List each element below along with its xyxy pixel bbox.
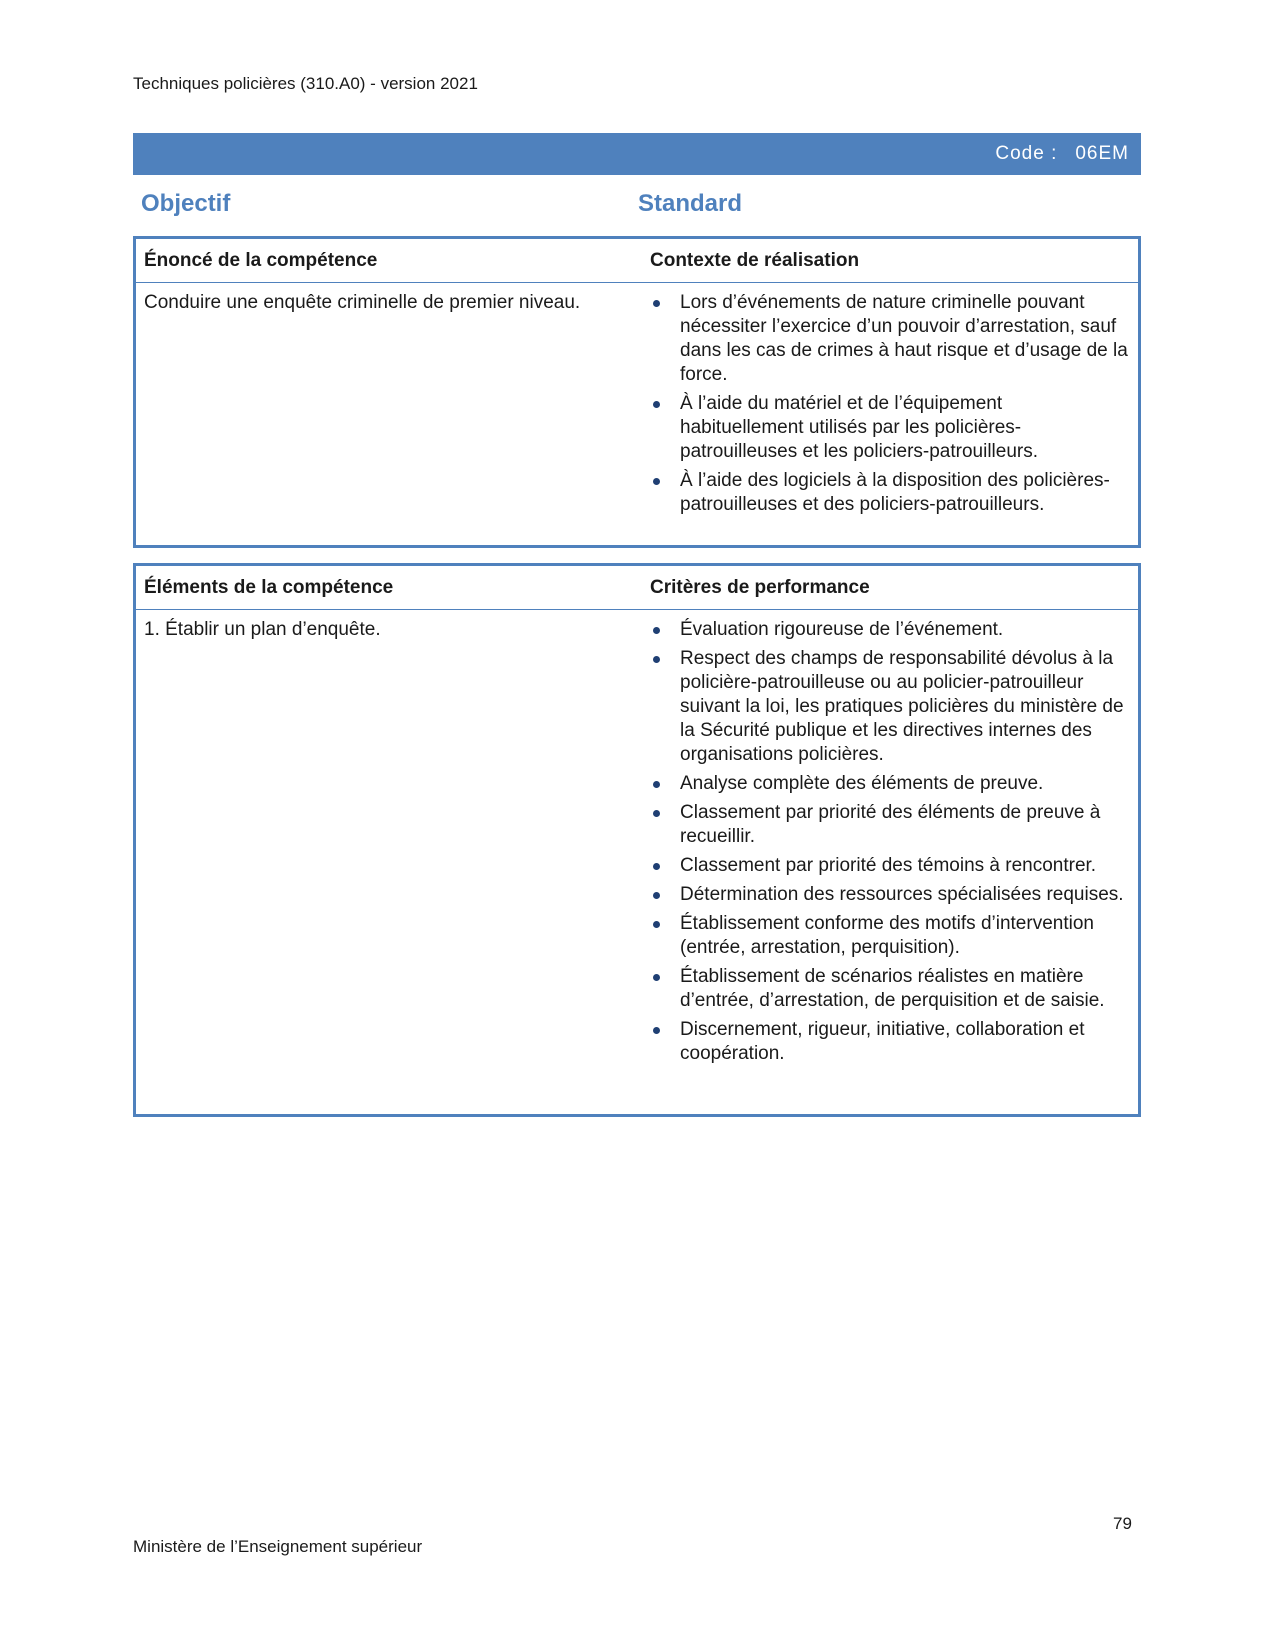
page-number: 79: [1113, 1514, 1132, 1533]
list-item: Analyse complète des éléments de preuve.: [650, 772, 1130, 796]
list-item: Classement par priorité des éléments de preuve à recueillir.: [650, 801, 1130, 849]
criteria-list-cell: [638, 610, 1138, 1071]
context-list-cell: [638, 283, 1138, 522]
enonce-header: Énoncé de la compétence: [144, 249, 378, 271]
standard-heading: Standard: [638, 190, 743, 217]
elements-table-header: [136, 566, 1138, 610]
list-item: Lors d’événements de nature criminelle pouvant nécessiter l’exercice d’un pouvoir d’arrestation, sauf dans les cas de crimes à haut risque et d’usage de la force.: [650, 291, 1130, 387]
list-item: Discernement, rigueur, initiative, collaboration et coopération.: [650, 1018, 1130, 1066]
contexte-header: Contexte de réalisation: [650, 249, 860, 271]
list-item: Détermination des ressources spécialisées requises.: [650, 883, 1130, 907]
footer-ministry: Ministère de l’Enseignement supérieur: [133, 1537, 423, 1556]
code-value: 06EM: [1075, 143, 1129, 164]
bullet-icon: [653, 863, 660, 870]
bullet-icon: [653, 627, 660, 634]
code-label: Code :: [995, 143, 1058, 164]
list-item: Établissement de scénarios réalistes en matière d’entrée, d’arrestation, de perquisition et de saisie.: [650, 965, 1130, 1013]
bullet-icon: [653, 921, 660, 928]
element-item: 1. Établir un plan d’enquête.: [144, 619, 381, 640]
bullet-icon: [653, 478, 660, 485]
bullet-icon: [653, 810, 660, 817]
objectif-heading: Objectif: [141, 190, 231, 217]
context-list: [650, 291, 1130, 517]
bullet-icon: [653, 401, 660, 408]
bullet-icon: [653, 1027, 660, 1034]
bullet-icon: [653, 974, 660, 981]
bullet-icon: [653, 656, 660, 663]
list-item: Respect des champs de responsabilité dévolus à la policière-patrouilleuse ou au policier-patrouilleur suivant la loi, les pratiques policières du ministère de la Sécurité publique et les directives internes des organisations policières.: [650, 647, 1130, 767]
competence-statement: Conduire une enquête criminelle de premier niveau.: [144, 292, 581, 313]
list-item: Établissement conforme des motifs d’intervention (entrée, arrestation, perquisition).: [650, 912, 1130, 960]
bullet-icon: [653, 892, 660, 899]
list-item: À l’aide des logiciels à la disposition des policières-patrouilleuses et des policiers-patrouilleurs.: [650, 469, 1130, 517]
bullet-icon: [653, 781, 660, 788]
running-header: Techniques policières (310.A0) - version 2021: [133, 74, 478, 93]
bullet-icon: [653, 300, 660, 307]
criteria-list: [650, 618, 1130, 1066]
list-item: Évaluation rigoureuse de l’événement.: [650, 618, 1130, 642]
elements-table: [133, 563, 1141, 1117]
competence-table: [133, 236, 1141, 548]
competence-table-body: [136, 283, 1138, 522]
competence-table-header: [136, 239, 1138, 283]
list-item: Classement par priorité des témoins à rencontrer.: [650, 854, 1130, 878]
list-item: À l’aide du matériel et de l’équipement habituellement utilisés par les policières-patrouilleuses et les policiers-patrouilleurs.: [650, 392, 1130, 464]
elements-table-body: [136, 610, 1138, 1071]
elements-header: Éléments de la compétence: [144, 576, 394, 598]
criteres-header: Critères de performance: [650, 576, 870, 598]
code-bar: [133, 133, 1141, 175]
